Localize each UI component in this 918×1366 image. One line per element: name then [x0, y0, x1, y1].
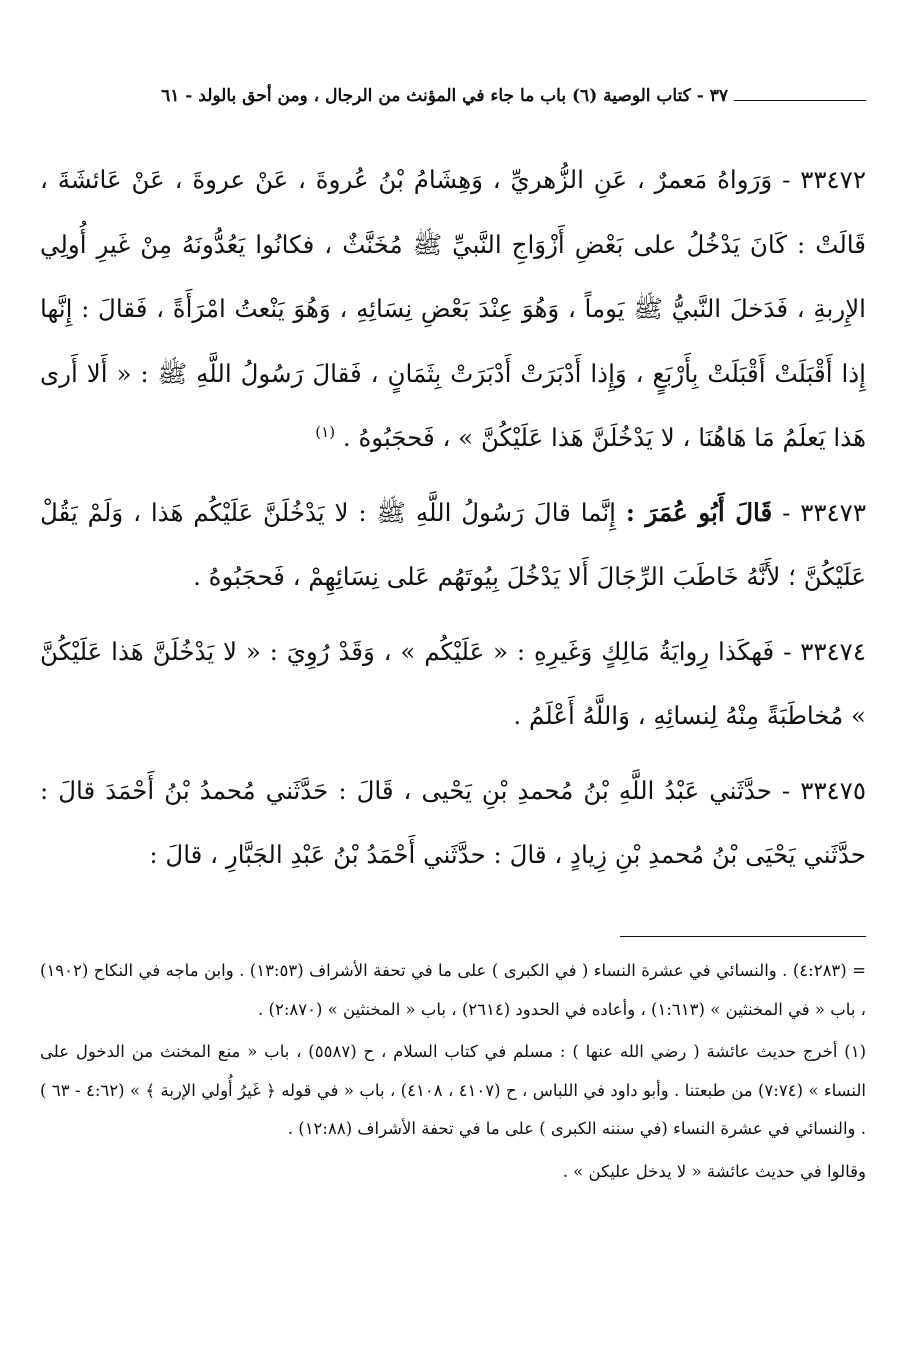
- footnote-reference: (١): [315, 422, 336, 441]
- paragraph-33473: [40, 481, 866, 610]
- speaker-name: قَالَ أَبُو عُمَرَ :: [625, 497, 773, 527]
- paragraph-number: ٣٣٤٧٢ -: [782, 165, 866, 194]
- footnote-continuation: = (٤:٢٨٣) . والنسائي في عشرة النساء ( في الكبرى ) على ما في تحفة الأشراف (١٣:٥٣) . وابن ماجه في النكاح (١٩٠٢) ، باب « في المخنثين » (١:٦١٣) ، وأعاده في الحدود (٢٦١٤) ، باب « المخنثين » (٢:٨٧٠) .: [40, 961, 866, 1019]
- paragraph-text: إِنَّما قالَ رَسُولُ اللَّهِ ﷺ : لا يَدْخُلَنَّ عَلَيْكُم هَذا ، وَلَمْ يَقُلْ عَلَيْكُنَّ ؛ لأَنَّهُ خَاطَبَ الرِّجَالَ أَلا يَدْخُلَ بِيُوتَهُم عَلى نِسَائِهِمْ ، فَحجَبُوهُ .: [40, 497, 866, 591]
- header-title: ٣٧ - كتاب الوصية (٦) باب ما جاء في المؤنث من الرجال ، ومن أحق بالولد - ٦١: [161, 86, 728, 106]
- paragraph-number: ٣٣٤٧٣ -: [782, 497, 866, 527]
- running-header: [28, 86, 866, 114]
- header-rule: [734, 100, 866, 101]
- paragraph-text: حدَّثَني عَبْدُ اللَّهِ بْنُ مُحمدِ بْنِ يَحْيى ، قَالَ : حَدَّثَني مُحمدُ بْنُ أَحْمَدَ قالَ : حدَّثَني يَحْيَى بْنُ مُحمدِ بْنِ زِيادٍ ، قالَ : حدَّثَني أَحْمَدُ بْنُ عَبْدِ الجَبَّارِ ، قالَ :: [40, 775, 866, 869]
- paragraph-text: وَرَواهُ مَعمرٌ ، عَنِ الزُّهريِّ ، وَهِشَامُ بْنُ عُروةَ ، عَنْ عروةَ ، عَنْ عَائشَةَ ، قَالَتْ : كَانَ يَدْخُلُ على بَعْضِ أَزْوَاجِ النَّبيِّ ﷺ مُخَنَّثٌ ، فكانُوا يَعُدُّونَهُ مِنْ غَيرِ أُولِي الإِربةِ ، فَدَخلَ النَّبيُّ ﷺ يَوماً ، وَهُوَ عِنْدَ بَعْضِ نِسَائِهِ ، وَهُوَ يَنْعتُ امْرَأَةً ، فَقالَ : إِنَّها إِذا أَقْبَلَتْ أَقْبَلَتْ بِأَرْبَعٍ ، وَإِذا أَدْبَرَتْ أَدْبَرَتْ بِثَمَانٍ ، فَقالَ رَسُولُ اللَّهِ ﷺ : « أَلا أَرى هَذا يَعلَمُ مَا هَاهُنَا ، لا يَدْخُلَنَّ هَذا عَلَيْكُنَّ » ، فَحجَبُوهُ .: [40, 165, 866, 452]
- footnotes: [40, 952, 866, 1195]
- paragraph-33474: [40, 620, 866, 749]
- footnote-separator: [620, 936, 866, 937]
- paragraph-text: فَهكَذا رِوايَةُ مَالِكٍ وَغَيرِهِ : « عَلَيْكُم » ، وَقَدْ رُوِيَ : « لا يَدْخُلَنَّ هَذا عَلَيْكُنَّ » مُخاطَبَةً مِنْهُ لِنسائِهِ ، وَاللَّهُ أَعْلَمُ .: [40, 636, 866, 730]
- main-text: [40, 148, 866, 898]
- paragraph-number: ٣٣٤٧٥ -: [781, 775, 866, 805]
- footnote-note: وقالوا في حديث عائشة « لا يدخل عليكن » .: [562, 1161, 866, 1181]
- footnote-1: (١) أخرج حديث عائشة ( رضي الله عنها ) : مسلم في كتاب السلام ، ح (٥٥٨٧) ، باب « منع المخنث من الدخول على النساء » (٧:٧٤) من طبعتنا . وأبو داود في اللباس ، ح (٤١٠٧ ، ٤١٠٨) ، باب « في قوله ﴿ غَيرُ أُولي الإربة ﴾ » (٤:٦٢ - ٦٣ ) . والنسائي في عشرة النساء (في سننه الكبرى ) على ما في تحفة الأشراف (١٢:٨٨) .: [40, 1042, 866, 1138]
- paragraph-33475: [40, 759, 866, 888]
- paragraph-number: ٣٣٤٧٤ -: [783, 636, 866, 666]
- paragraph-33472: [40, 148, 866, 471]
